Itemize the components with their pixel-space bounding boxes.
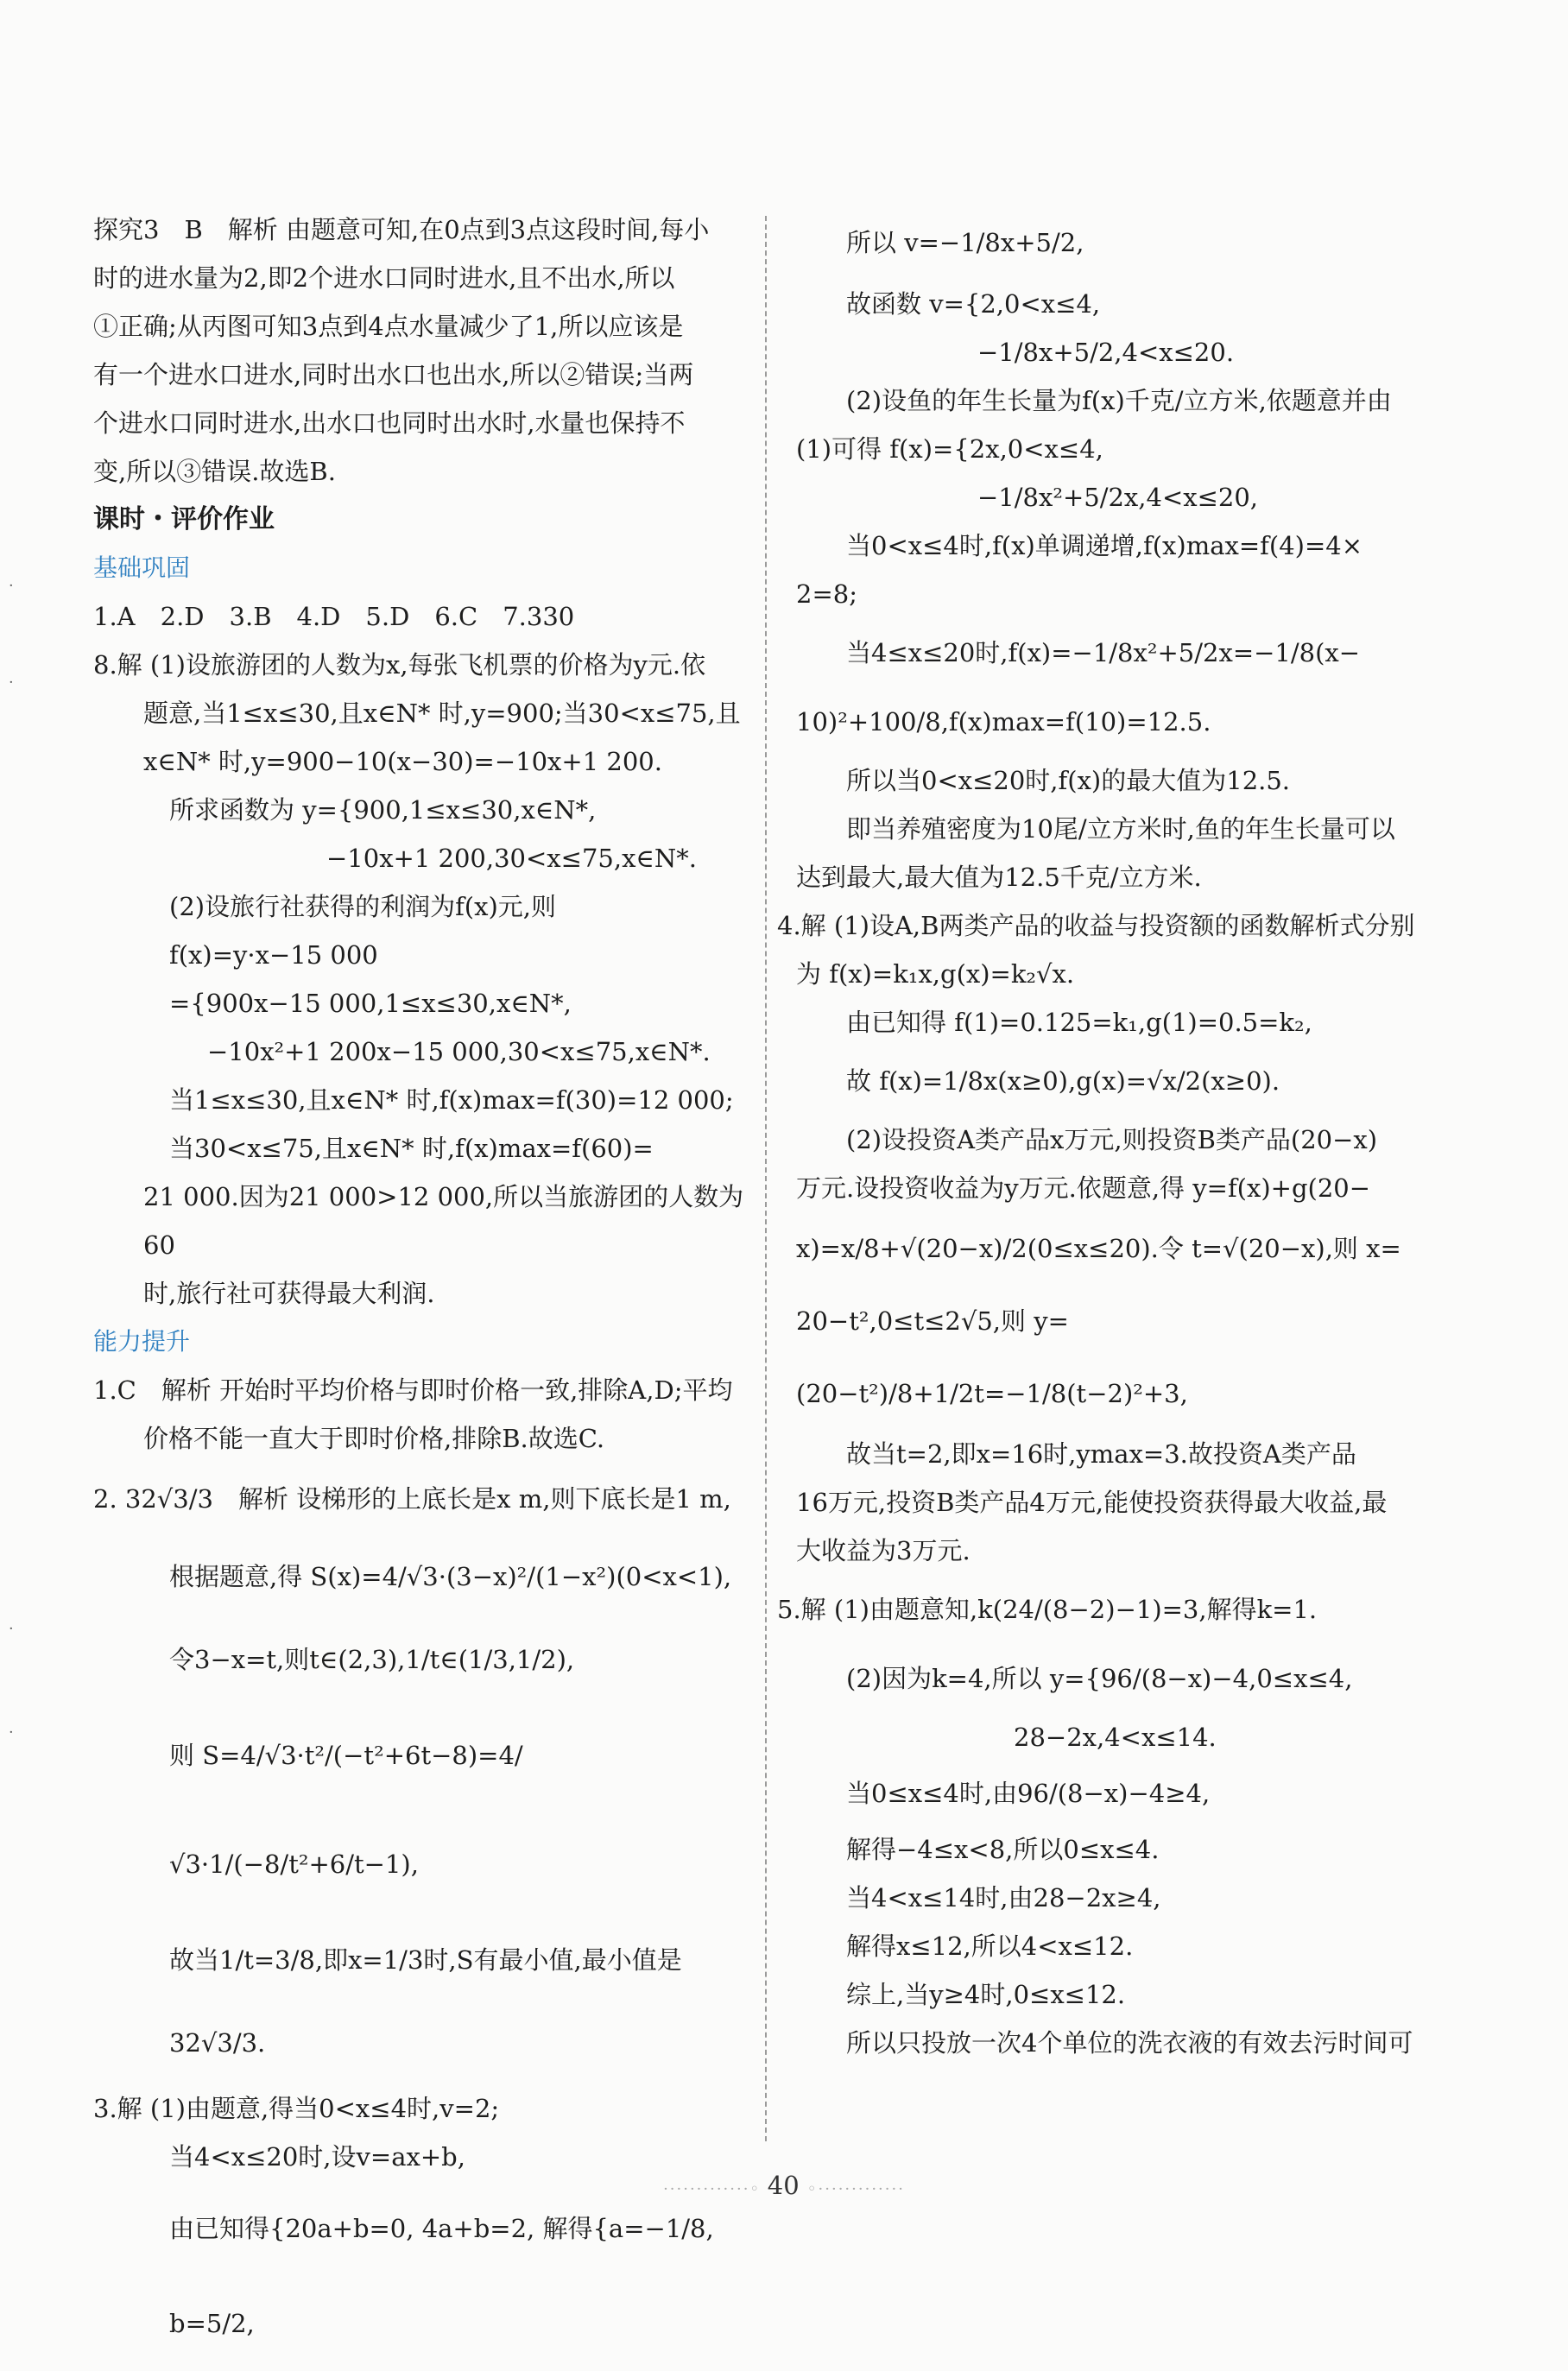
text-line: 故当t=2,即x=16时,ymax=3.故投资A类产品	[846, 1439, 1356, 1469]
formula-line: −1/8x²+5/2x,4<x≤20,	[977, 483, 1259, 512]
text-line: ①正确;从丙图可知3点到4点水量减少了1,所以应该是	[93, 312, 684, 341]
text-line: 万元.设投资收益为y万元.依题意,得 y=f(x)+g(20−	[796, 1173, 1371, 1203]
margin-mark: ·	[9, 1620, 14, 1638]
text-line: (2)设鱼的年生长量为f(x)千克/立方米,依题意并由	[846, 386, 1392, 415]
subsection-heading: 基础巩固	[93, 553, 191, 582]
formula-line: 当4≤x≤20时,f(x)=−1/8x²+5/2x=−1/8(x−	[846, 638, 1361, 667]
text-line: 为 f(x)=k₁x,g(x)=k₂√x.	[796, 959, 1075, 989]
text-line: 16万元,投资B类产品4万元,能使投资获得最大收益,最	[796, 1488, 1388, 1517]
formula-line: (1)可得 f(x)={2x,0<x≤4,	[796, 434, 1103, 464]
text-line: 21 000.因为21 000>12 000,所以当旅游团的人数为60	[143, 1182, 744, 1260]
margin-mark: ·	[9, 673, 14, 692]
formula-line: 由已知得{20a+b=0, 4a+b=2, 解得{a=−1/8, b=5/2,	[169, 2214, 722, 2338]
footer-ornament-left: ·············◦	[663, 2180, 768, 2198]
text-line: 时的进水量为2,即2个进水口同时进水,且不出水,所以	[93, 263, 675, 293]
text-line: (2)设投资A类产品x万元,则投资B类产品(20−x)	[846, 1125, 1378, 1154]
formula-line: 则 S=4/√3·t²/(−t²+6t−8)=4/√3·1/(−8/t²+6/t−1),	[169, 1741, 523, 1879]
text-line: 变,所以③错误.故选B.	[93, 457, 336, 486]
formula-line: 20−t²,0≤t≤2√5,则 y=(20−t²)/8+1/2t=−1/8(t−2)²+3,	[796, 1306, 1188, 1408]
formula-line: 令3−x=t,则t∈(2,3),1/t∈(1/3,1/2),	[169, 1645, 575, 1674]
footer-ornament-right: ◦·············	[806, 2180, 905, 2198]
text-line: 1.C 解析 开始时平均价格与即时价格一致,排除A,D;平均	[93, 1375, 733, 1405]
text-line: 当4<x≤14时,由28−2x≥4,	[846, 1883, 1161, 1913]
formula-line: x)=x/8+√(20−x)/2(0≤x≤20).令 t=√(20−x),则 x=	[796, 1234, 1401, 1263]
text-line: 由已知得 f(1)=0.125=k₁,g(1)=0.5=k₂,	[846, 1008, 1312, 1037]
answer-line: 1.A 2.D 3.B 4.D 5.D 6.C 7.330	[93, 602, 575, 631]
formula-line: 当0≤x≤4时,由96/(8−x)−4≥4,	[846, 1779, 1211, 1808]
text-line: 探究3 B 解析 由题意可知,在0点到3点这段时间,每小	[93, 215, 710, 244]
text-line: 当30<x≤75,且x∈N* 时,f(x)max=f(60)=	[169, 1134, 654, 1163]
text-line: 当1≤x≤30,且x∈N* 时,f(x)max=f(30)=12 000;	[169, 1085, 734, 1115]
margin-mark: ·	[9, 1723, 14, 1742]
formula-line: −10x+1 200,30<x≤75,x∈N*.	[326, 844, 697, 873]
formula-line: 10)²+100/8,f(x)max=f(10)=12.5.	[796, 707, 1211, 737]
formula-line: 故当1/t=3/8,即x=1/3时,S有最小值,最小值是32√3/3.	[169, 1945, 682, 2058]
text-line: 大收益为3万元.	[796, 1536, 971, 1565]
text-line: 即当养殖密度为10尾/立方米时,鱼的年生长量可以	[846, 814, 1395, 844]
text-line: 达到最大,最大值为12.5千克/立方米.	[796, 863, 1202, 892]
text-line: 个进水口同时进水,出水口也同时出水时,水量也保持不	[93, 408, 686, 438]
margin-mark: ·	[9, 577, 14, 595]
page-number: 40	[767, 2171, 800, 2200]
column-divider	[765, 216, 767, 2141]
text-line: 3.解 (1)由题意,得当0<x≤4时,v=2;	[93, 2094, 500, 2123]
text-line: 题意,当1≤x≤30,且x∈N* 时,y=900;当30<x≤75,且	[143, 699, 741, 728]
formula-line: f(x)=y·x−15 000	[169, 940, 378, 970]
text-line: 当4<x≤20时,设v=ax+b,	[169, 2142, 465, 2172]
text-line: (2)设旅行社获得的利润为f(x)元,则	[169, 892, 557, 921]
text-line: 价格不能一直大于即时价格,排除B.故选C.	[143, 1424, 605, 1453]
formula-line: ={900x−15 000,1≤x≤30,x∈N*,	[169, 989, 572, 1018]
section-heading: 课时・评价作业	[93, 504, 275, 534]
formula-line: 所以 v=−1/8x+5/2,	[846, 228, 1084, 257]
text-line: 所以只投放一次4个单位的洗衣液的有效去污时间可	[846, 2028, 1413, 2058]
left-column	[93, 205, 749, 2371]
page-footer	[0, 2171, 1568, 2200]
text-line: 2. 32√3/3 解析 设梯形的上底长是x m,则下底长是1 m,	[93, 1484, 731, 1514]
text-line: 有一个进水口进水,同时出水口也出水,所以②错误;当两	[93, 360, 694, 389]
formula-line: (2)因为k=4,所以 y={96/(8−x)−4,0≤x≤4,	[846, 1664, 1353, 1693]
formula-line: 故 f(x)=1/8x(x≥0),g(x)=√x/2(x≥0).	[846, 1066, 1280, 1096]
formula-line: 28−2x,4<x≤14.	[1014, 1723, 1217, 1752]
subsection-heading: 能力提升	[93, 1327, 191, 1356]
text-line: 解得x≤12,所以4<x≤12.	[846, 1932, 1134, 1961]
text-line: 8.解 (1)设旅游团的人数为x,每张飞机票的价格为y元.依	[93, 650, 706, 680]
formula-line: 所求函数为 y={900,1≤x≤30,x∈N*,	[169, 795, 597, 825]
text-line: 时,旅行社可获得最大利润.	[143, 1279, 435, 1308]
formula-line: 根据题意,得 S(x)=4/√3·(3−x)²/(1−x²)(0<x<1),	[169, 1562, 732, 1591]
right-column	[777, 205, 1435, 2067]
text-line: 当0<x≤4时,f(x)单调递增,f(x)max=f(4)=4×	[846, 531, 1363, 560]
formula-line: −10x²+1 200x−15 000,30<x≤75,x∈N*.	[207, 1037, 711, 1066]
text-line: 综上,当y≥4时,0≤x≤12.	[846, 1980, 1126, 2009]
text-line: 解得−4≤x<8,所以0≤x≤4.	[846, 1835, 1160, 1864]
text-line: 2=8;	[796, 579, 857, 609]
formula-line: 故函数 v={2,0<x≤4,	[846, 289, 1101, 319]
text-line: x∈N* 时,y=900−10(x−30)=−10x+1 200.	[143, 747, 662, 776]
formula-line: −1/8x+5/2,4<x≤20.	[977, 338, 1235, 367]
text-line: 4.解 (1)设A,B两类产品的收益与投资额的函数解析式分别	[777, 911, 1415, 940]
text-line: 所以当0<x≤20时,f(x)的最大值为12.5.	[846, 766, 1291, 795]
formula-line: 5.解 (1)由题意知,k(24/(8−2)−1)=3,解得k=1.	[777, 1595, 1318, 1624]
